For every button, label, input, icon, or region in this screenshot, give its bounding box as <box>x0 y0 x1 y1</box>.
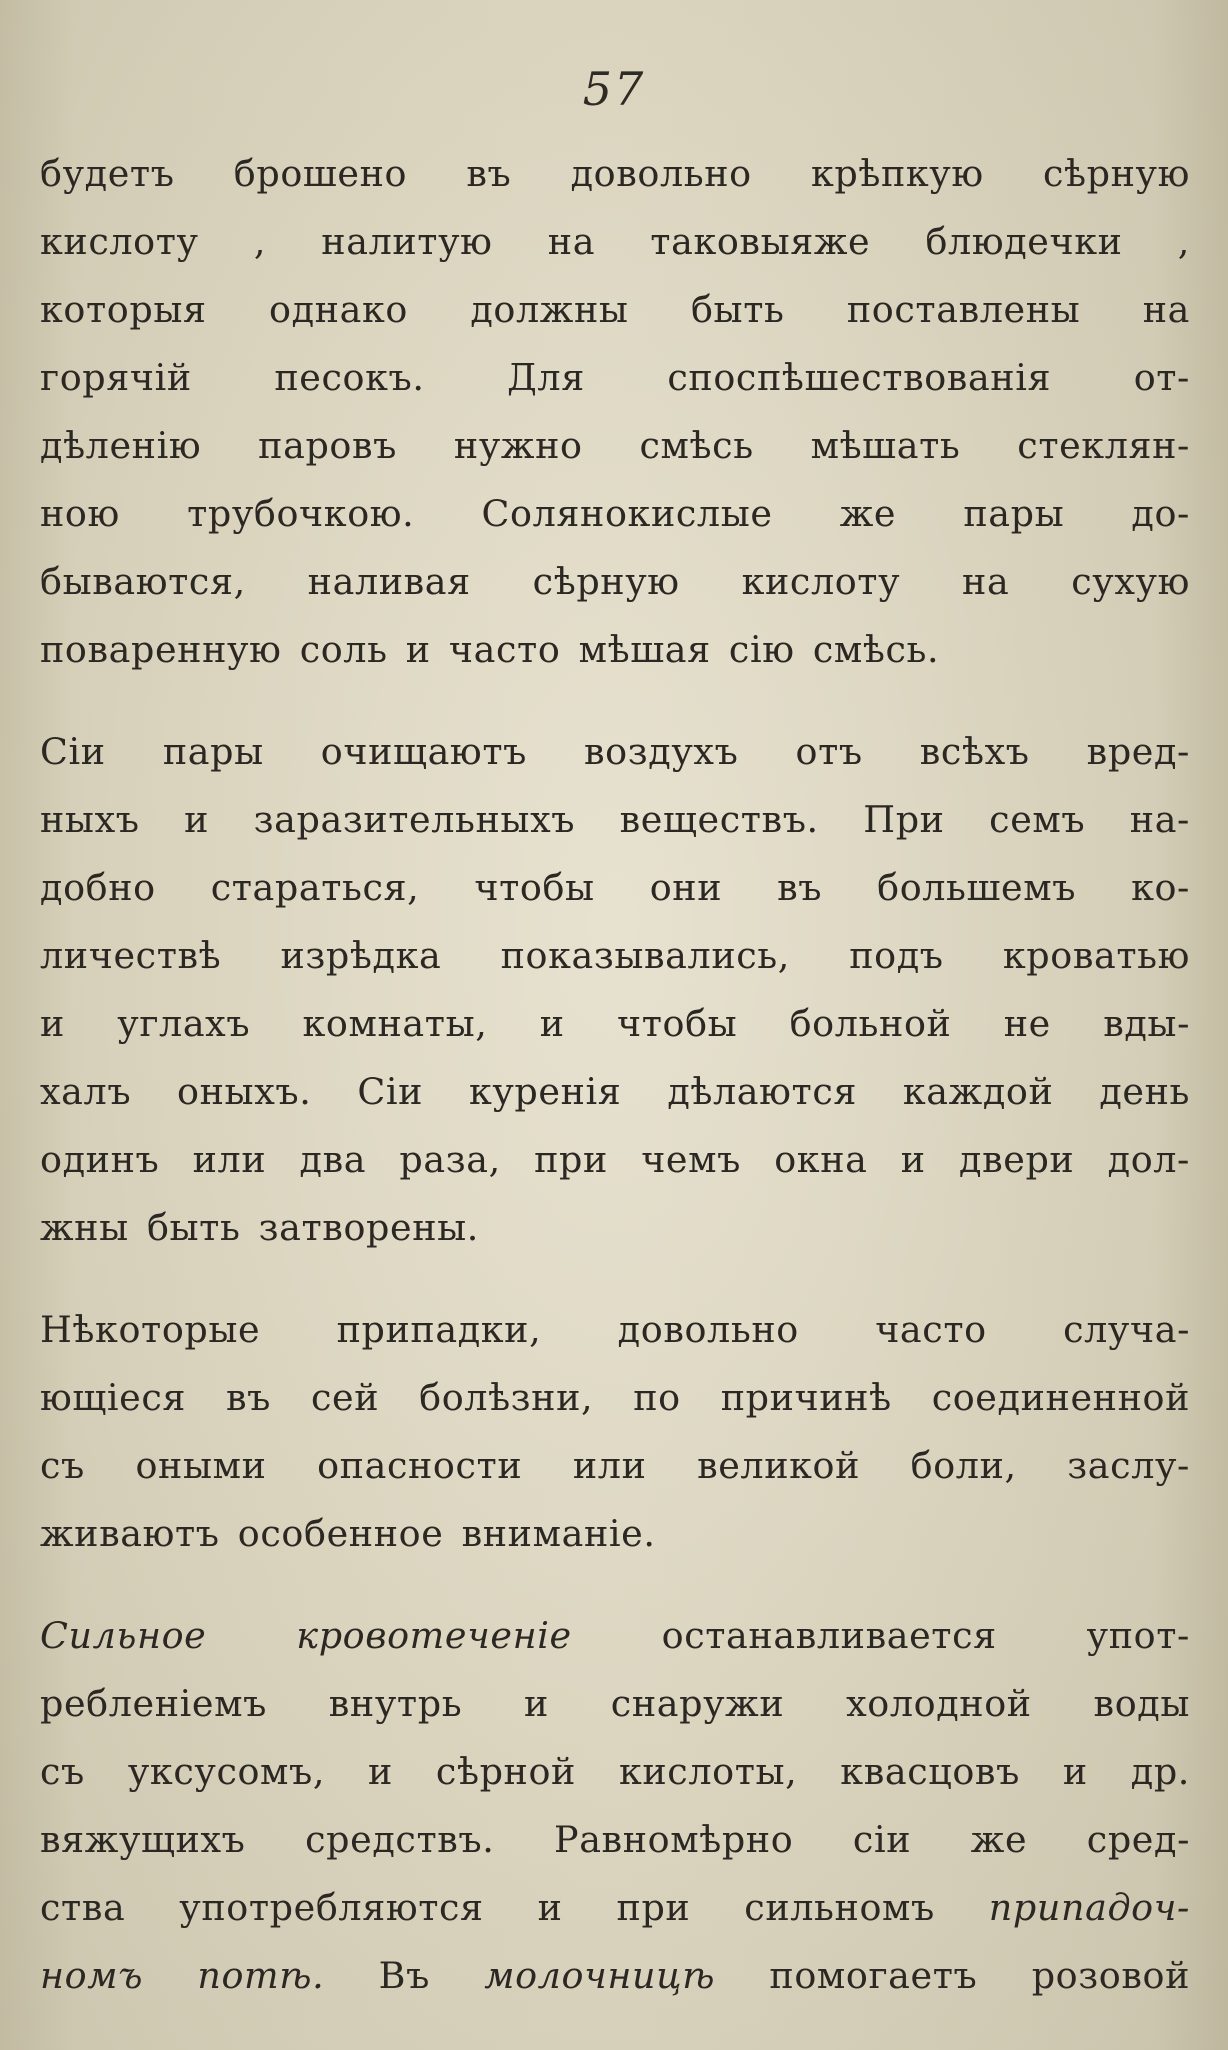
text-line <box>40 616 1190 684</box>
text-line <box>40 276 1190 344</box>
text-segment: бываются, наливая сѣрную кислоту на сухую <box>40 560 1190 603</box>
text-line <box>40 140 1190 208</box>
text-segment: помогаетъ розовой <box>715 1954 1190 1997</box>
text-segment: Нѣкоторые припадки, довольно часто случа- <box>40 1308 1190 1351</box>
paragraph <box>40 718 1190 1262</box>
italic-text: припадоч- <box>988 1886 1190 1929</box>
text-segment: Сіи пары очищаютъ воздухъ отъ всѣхъ вред- <box>40 730 1190 773</box>
text-line <box>40 786 1190 854</box>
text-segment: халъ оныхъ. Сіи куренія дѣлаются каждой день <box>40 1070 1190 1113</box>
text-segment: ныхъ и заразительныхъ веществъ. При семъ на- <box>40 798 1190 841</box>
text-segment: поваренную соль и часто мѣшая сію смѣсь. <box>40 628 940 671</box>
text-segment: кислоту , налитую на таковыяже блюдечки , <box>40 220 1190 263</box>
paragraph-gap <box>40 1568 1190 1602</box>
text-line <box>40 1602 1190 1670</box>
text-segment: останавливается упот- <box>571 1614 1190 1657</box>
text-segment: горячій песокъ. Для споспѣшествованія от- <box>40 356 1190 399</box>
text-line <box>40 990 1190 1058</box>
text-line <box>40 1738 1190 1806</box>
text-line <box>40 1806 1190 1874</box>
text-segment: личествѣ изрѣдка показывались, подъ кроватью <box>40 934 1190 977</box>
text-line <box>40 922 1190 990</box>
text-line <box>40 1942 1190 2010</box>
text-line <box>40 548 1190 616</box>
text-segment: дѣленію паровъ нужно смѣсь мѣшать стеклян- <box>40 424 1190 467</box>
text-segment: ребленіемъ внутрь и снаружи холодной воды <box>40 1682 1190 1725</box>
text-line <box>40 1500 1190 1568</box>
text-segment: вяжущихъ средствъ. Равномѣрно сіи же сред- <box>40 1818 1190 1861</box>
text-segment: живаютъ особенное вниманіе. <box>40 1512 656 1555</box>
text-line <box>40 1670 1190 1738</box>
paragraph-gap <box>40 684 1190 718</box>
text-segment: ющіеся въ сей болѣзни, по причинѣ соединенной <box>40 1376 1190 1419</box>
text-line <box>40 1432 1190 1500</box>
body-text <box>40 140 1190 2010</box>
text-line <box>40 1194 1190 1262</box>
text-segment: одинъ или два раза, при чемъ окна и двери дол- <box>40 1138 1190 1181</box>
text-segment: добно стараться, чтобы они въ большемъ ко- <box>40 866 1190 909</box>
text-segment: Въ <box>324 1954 485 1997</box>
text-segment: которыя однако должны быть поставлены на <box>40 288 1190 331</box>
page-number: 57 <box>582 62 646 116</box>
text-segment: и углахъ комнаты, и чтобы больной не вды- <box>40 1002 1190 1045</box>
text-line <box>40 1058 1190 1126</box>
text-line <box>40 1364 1190 1432</box>
paragraph-gap <box>40 1262 1190 1296</box>
text-segment: ною трубочкою. Солянокислые же пары до- <box>40 492 1190 535</box>
paragraph <box>40 140 1190 684</box>
text-segment: жны быть затворены. <box>40 1206 479 1249</box>
paragraph <box>40 1602 1190 2010</box>
text-line <box>40 1126 1190 1194</box>
text-segment: будетъ брошено въ довольно крѣпкую сѣрную <box>40 152 1190 195</box>
text-line <box>40 480 1190 548</box>
text-line <box>40 1296 1190 1364</box>
italic-text: номъ потѣ. <box>40 1954 325 1997</box>
text-line <box>40 208 1190 276</box>
text-line <box>40 854 1190 922</box>
text-line <box>40 344 1190 412</box>
text-line <box>40 1874 1190 1942</box>
text-segment: ства употребляются и при сильномъ <box>40 1886 989 1929</box>
text-segment: съ оными опасности или великой боли, заслу- <box>40 1444 1190 1487</box>
text-line <box>40 412 1190 480</box>
text-segment: съ уксусомъ, и сѣрной кислоты, квасцовъ и др. <box>40 1750 1190 1793</box>
paragraph <box>40 1296 1190 1568</box>
italic-text: Сильное кровотеченіе <box>40 1614 572 1657</box>
italic-text: молочницѣ <box>484 1954 716 1997</box>
text-line <box>40 718 1190 786</box>
